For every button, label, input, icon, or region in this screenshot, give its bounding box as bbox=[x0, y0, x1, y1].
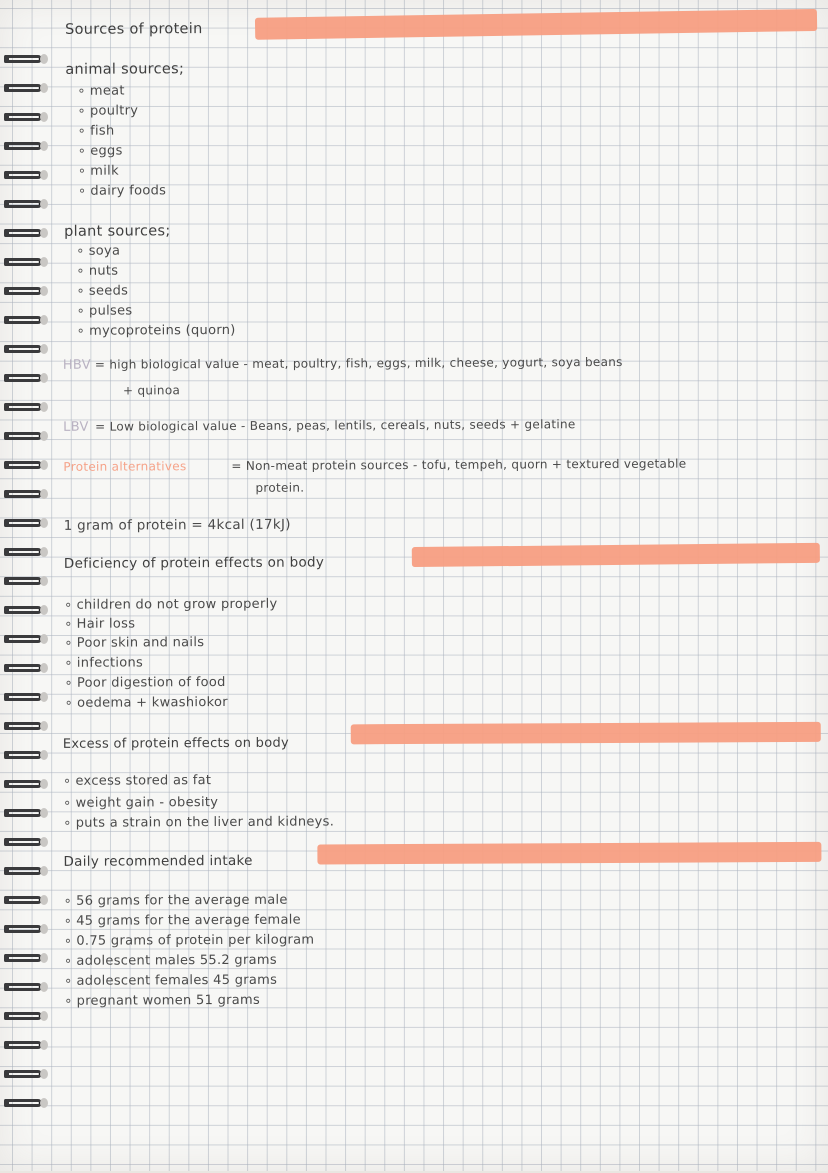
list-item: ∘ poultry bbox=[77, 103, 138, 118]
list-item: ∘ seeds bbox=[76, 283, 128, 298]
list-item: ∘ nuts bbox=[76, 264, 118, 279]
list-item: ∘ fish bbox=[78, 124, 115, 139]
protein-energy-fact: 1 gram of protein = 4kcal (17kJ) bbox=[63, 516, 291, 534]
list-item: ∘ 45 grams for the average female bbox=[64, 913, 301, 929]
lbv-key: LBV bbox=[63, 419, 89, 435]
list-item: ∘ pulses bbox=[77, 303, 133, 318]
daily-intake-heading: Daily recommended intake bbox=[63, 852, 253, 870]
list-item: ∘ puts a strain on the liver and kidneys. bbox=[63, 814, 334, 830]
excess-highlight bbox=[351, 722, 821, 744]
list-item: ∘ children do not grow properly bbox=[64, 597, 277, 613]
list-item: ∘ soya bbox=[76, 244, 120, 259]
list-item: ∘ meat bbox=[77, 84, 124, 99]
list-item: ∘ oedema + kwashiokor bbox=[65, 695, 228, 711]
protein-alternatives-key: Protein alternatives bbox=[63, 459, 187, 474]
deficiency-heading: Deficiency of protein effects on body bbox=[63, 554, 325, 572]
list-item: ∘ Poor skin and nails bbox=[64, 635, 204, 651]
list-item: ∘ 0.75 grams of protein per kilogram bbox=[64, 933, 315, 949]
excess-heading: Excess of protein effects on body bbox=[62, 735, 290, 752]
list-item: ∘ infections bbox=[64, 655, 143, 670]
title-highlight bbox=[255, 9, 817, 40]
list-item: ∘ weight gain - obesity bbox=[63, 795, 218, 811]
list-item: ∘ pregnant women 51 grams bbox=[64, 993, 260, 1009]
list-item: ∘ milk bbox=[78, 164, 119, 179]
list-item: ∘ dairy foods bbox=[78, 183, 166, 198]
page-title: Sources of protein bbox=[65, 21, 203, 38]
hbv-definition: = high biological value - meat, poultry, fish, eggs, milk, cheese, yogurt, soya beans bbox=[94, 354, 623, 372]
list-item: ∘ 56 grams for the average male bbox=[64, 893, 288, 909]
lbv-definition: = Low biological value - Beans, peas, lentils, cereals, nuts, seeds + gelatine bbox=[95, 417, 576, 434]
list-item: ∘ eggs bbox=[78, 144, 123, 159]
protein-alternatives-definition-cont: protein. bbox=[255, 480, 305, 495]
list-item: ∘ adolescent males 55.2 grams bbox=[64, 953, 277, 969]
hbv-definition-cont: + quinoa bbox=[122, 383, 181, 398]
list-item: ∘ excess stored as fat bbox=[63, 773, 211, 789]
list-item: ∘ mycoproteins (quorn) bbox=[77, 323, 236, 339]
list-item: ∘ Poor digestion of food bbox=[64, 675, 225, 691]
animal-sources-heading: animal sources; bbox=[65, 61, 185, 78]
deficiency-highlight bbox=[412, 543, 820, 567]
list-item: ∘ adolescent females 45 grams bbox=[64, 973, 277, 989]
list-item: ∘ Hair loss bbox=[64, 616, 135, 631]
hbv-key: HBV bbox=[62, 357, 91, 373]
protein-alternatives-definition: = Non-meat protein sources - tofu, tempeh, quorn + textured vegetable bbox=[231, 456, 687, 473]
daily-intake-highlight bbox=[317, 842, 821, 865]
plant-sources-heading: plant sources; bbox=[64, 223, 171, 240]
